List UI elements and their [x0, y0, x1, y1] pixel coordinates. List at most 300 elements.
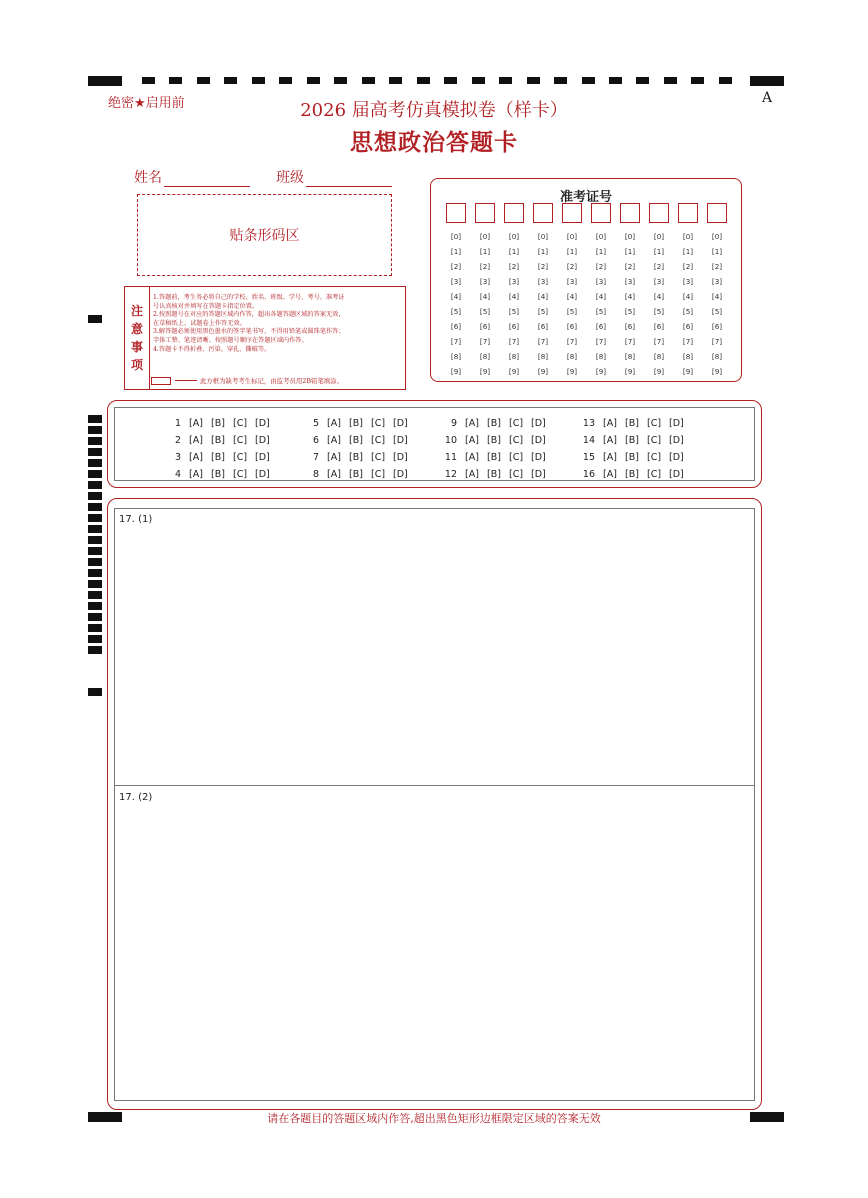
- name-underline: [164, 172, 250, 187]
- side-mark-notes: [88, 315, 102, 323]
- exam-id-bubble[interactable]: [0]: [653, 232, 665, 241]
- exam-id-write-box[interactable]: [649, 203, 669, 223]
- choice-bubble[interactable]: [C]: [233, 435, 248, 446]
- multiple-choice-section: [107, 400, 762, 488]
- notes-line: 号认真核对并填写在答题卡指定位置。: [153, 302, 259, 310]
- corner-mark-top-right: [750, 76, 784, 86]
- question-number: 16: [582, 469, 595, 480]
- exam-id-bubble[interactable]: [2]: [537, 262, 549, 271]
- barcode-label: 贴条形码区: [229, 228, 300, 244]
- exam-id-column: [648, 203, 670, 379]
- timing-dash: [527, 77, 540, 84]
- choice-bubble[interactable]: [C]: [371, 418, 386, 429]
- exam-id-bubble[interactable]: [5]: [653, 307, 665, 316]
- choice-row: [163, 449, 277, 466]
- timing-mark: [88, 525, 102, 533]
- exam-id-digits: [445, 203, 728, 379]
- timing-mark: [88, 415, 102, 423]
- notes-box: [124, 286, 406, 390]
- timing-mark: [88, 492, 102, 500]
- exam-id-bubble[interactable]: [8]: [479, 352, 491, 361]
- notes-title-char: 项: [130, 358, 143, 372]
- exam-id-bubble[interactable]: [2]: [479, 262, 491, 271]
- question-number: 10: [444, 435, 457, 446]
- notes-body: [153, 294, 403, 354]
- exam-id-bubble[interactable]: [6]: [711, 322, 723, 331]
- exam-id-bubble[interactable]: [2]: [682, 262, 694, 271]
- exam-id-bubble[interactable]: [4]: [624, 292, 636, 301]
- choice-row: [163, 466, 277, 483]
- exam-id-write-box[interactable]: [475, 203, 495, 223]
- choice-bubble[interactable]: [A]: [189, 435, 203, 446]
- timing-dash: [334, 77, 347, 84]
- notes-title-char: 注: [130, 304, 143, 318]
- exam-id-bubble[interactable]: [0]: [566, 232, 578, 241]
- choice-bubble[interactable]: [D]: [255, 418, 270, 429]
- choice-bubble[interactable]: [D]: [393, 435, 408, 446]
- exam-id-bubble[interactable]: [5]: [624, 307, 636, 316]
- exam-id-bubble[interactable]: [4]: [682, 292, 694, 301]
- notes-title-char: 意: [130, 322, 143, 336]
- choice-bubble[interactable]: [D]: [669, 452, 684, 463]
- timing-mark: [88, 591, 102, 599]
- choice-bubble[interactable]: [B]: [211, 418, 225, 429]
- exam-id-bubble[interactable]: [0]: [450, 232, 462, 241]
- choice-row: [577, 432, 691, 449]
- notes-line: 3.解答题必须使用黑色墨水的签字笔书写，不得用铅笔或圆珠笔作答；: [153, 328, 345, 336]
- answer-area-17-2[interactable]: [115, 786, 754, 1100]
- choice-group: [163, 415, 277, 483]
- exam-id-bubble[interactable]: [6]: [566, 322, 578, 331]
- timing-mark: [88, 558, 102, 566]
- exam-id-bubble[interactable]: [5]: [450, 307, 462, 316]
- absent-mark-text: 此方框为缺考考生标记，由监考员用2B铅笔填涂。: [200, 377, 343, 385]
- choice-bubble[interactable]: [B]: [487, 435, 501, 446]
- choice-bubble[interactable]: [B]: [349, 469, 363, 480]
- question-number: 1: [174, 418, 181, 429]
- question-number: 3: [174, 452, 181, 463]
- choice-row: [301, 466, 415, 483]
- exam-id-bubble[interactable]: [2]: [566, 262, 578, 271]
- choice-bubble[interactable]: [A]: [189, 469, 203, 480]
- timing-mark: [88, 547, 102, 555]
- exam-id-bubble[interactable]: [8]: [537, 352, 549, 361]
- exam-id-bubble[interactable]: [7]: [624, 337, 636, 346]
- choice-bubble[interactable]: [A]: [603, 469, 617, 480]
- exam-id-bubble[interactable]: [6]: [508, 322, 520, 331]
- exam-id-bubble[interactable]: [2]: [711, 262, 723, 271]
- exam-id-bubble[interactable]: [7]: [508, 337, 520, 346]
- left-timing-marks: [88, 415, 102, 657]
- footer-warning: 请在各题目的答题区域内作答,超出黑色矩形边框限定区域的答案无效: [267, 1112, 601, 1125]
- timing-mark: [88, 613, 102, 621]
- timing-mark: [88, 646, 102, 654]
- question-number: 6: [312, 435, 319, 446]
- exam-id-bubble[interactable]: [6]: [682, 322, 694, 331]
- choice-bubble[interactable]: [D]: [669, 435, 684, 446]
- choice-bubble[interactable]: [A]: [189, 452, 203, 463]
- choice-bubble[interactable]: [C]: [371, 469, 386, 480]
- exam-id-bubble[interactable]: [9]: [508, 367, 520, 376]
- timing-dash: [719, 77, 732, 84]
- choice-row: [301, 415, 415, 432]
- choice-bubble[interactable]: [A]: [327, 435, 341, 446]
- timing-mark: [88, 602, 102, 610]
- exam-id-bubble[interactable]: [6]: [537, 322, 549, 331]
- choice-bubble[interactable]: [A]: [465, 435, 479, 446]
- choice-bubble[interactable]: [D]: [531, 418, 546, 429]
- choice-bubble[interactable]: [B]: [625, 452, 639, 463]
- subject-title: 思想政治答题卡: [350, 130, 518, 156]
- notes-line: 在草稿纸上、试题卷上作答无效。: [153, 319, 246, 327]
- absent-mark-row: [151, 376, 403, 385]
- question-17-2-label: 17. (2): [119, 792, 153, 803]
- exam-id-column: [561, 203, 583, 379]
- exam-id-bubble[interactable]: [8]: [653, 352, 665, 361]
- exam-id-bubble[interactable]: [0]: [624, 232, 636, 241]
- exam-id-bubble[interactable]: [2]: [653, 262, 665, 271]
- timing-dash: [252, 77, 265, 84]
- exam-id-bubble[interactable]: [9]: [682, 367, 694, 376]
- exam-id-bubble[interactable]: [4]: [537, 292, 549, 301]
- exam-id-bubble[interactable]: [9]: [479, 367, 491, 376]
- exam-id-bubble[interactable]: [2]: [450, 262, 462, 271]
- choice-bubble[interactable]: [C]: [371, 435, 386, 446]
- exam-id-bubble[interactable]: [9]: [537, 367, 549, 376]
- exam-id-bubble[interactable]: [2]: [624, 262, 636, 271]
- choice-bubble[interactable]: [B]: [487, 469, 501, 480]
- question-number: 7: [312, 452, 319, 463]
- exam-id-write-box[interactable]: [591, 203, 611, 223]
- class-field[interactable]: [276, 167, 392, 187]
- exam-id-bubble[interactable]: [3]: [479, 277, 491, 286]
- exam-id-bubble[interactable]: [7]: [566, 337, 578, 346]
- choice-bubble[interactable]: [D]: [255, 452, 270, 463]
- paper-type: A: [762, 90, 773, 106]
- timing-mark: [88, 426, 102, 434]
- choice-group: [301, 415, 415, 483]
- exam-id-bubble[interactable]: [6]: [624, 322, 636, 331]
- choice-group: [439, 415, 553, 483]
- choice-bubble[interactable]: [B]: [349, 435, 363, 446]
- exam-id-bubble[interactable]: [9]: [711, 367, 723, 376]
- exam-id-write-box[interactable]: [533, 203, 553, 223]
- timing-mark: [88, 437, 102, 445]
- exam-id-bubble[interactable]: [3]: [566, 277, 578, 286]
- choice-bubble[interactable]: [B]: [625, 418, 639, 429]
- exam-id-bubble[interactable]: [2]: [595, 262, 607, 271]
- barcode-area: [137, 194, 392, 276]
- choice-bubble[interactable]: [C]: [647, 435, 662, 446]
- exam-id-bubble[interactable]: [0]: [508, 232, 520, 241]
- exam-id-bubble[interactable]: [7]: [537, 337, 549, 346]
- exam-id-bubble[interactable]: [5]: [566, 307, 578, 316]
- timing-dash: [417, 77, 430, 84]
- exam-id-bubble[interactable]: [9]: [595, 367, 607, 376]
- choice-bubble[interactable]: [D]: [531, 435, 546, 446]
- exam-id-write-box[interactable]: [504, 203, 524, 223]
- question-number: 4: [174, 469, 181, 480]
- exam-id-bubble[interactable]: [3]: [595, 277, 607, 286]
- exam-id-bubble[interactable]: [1]: [624, 247, 636, 256]
- choice-bubble[interactable]: [B]: [349, 418, 363, 429]
- exam-id-bubble[interactable]: [5]: [537, 307, 549, 316]
- name-field[interactable]: [134, 167, 250, 187]
- choice-bubble[interactable]: [D]: [531, 452, 546, 463]
- top-timing-marks: [142, 77, 732, 84]
- exam-id-write-box[interactable]: [707, 203, 727, 223]
- exam-id-bubble[interactable]: [6]: [450, 322, 462, 331]
- exam-id-bubble[interactable]: [8]: [508, 352, 520, 361]
- choice-bubble[interactable]: [C]: [647, 418, 662, 429]
- choice-bubble[interactable]: [B]: [349, 452, 363, 463]
- exam-id-bubble[interactable]: [4]: [450, 292, 462, 301]
- timing-mark: [88, 459, 102, 467]
- answer-frame: [114, 508, 755, 1101]
- choice-bubble[interactable]: [B]: [211, 435, 225, 446]
- exam-id-column: [532, 203, 554, 379]
- choice-bubble[interactable]: [D]: [531, 469, 546, 480]
- timing-mark: [88, 569, 102, 577]
- choice-bubble[interactable]: [B]: [487, 418, 501, 429]
- question-number: 2: [174, 435, 181, 446]
- question-number: 5: [312, 418, 319, 429]
- exam-id-bubble[interactable]: [1]: [450, 247, 462, 256]
- choice-row: [439, 449, 553, 466]
- exam-id-bubble[interactable]: [3]: [653, 277, 665, 286]
- exam-id-bubble[interactable]: [0]: [479, 232, 491, 241]
- choice-bubble[interactable]: [B]: [625, 435, 639, 446]
- exam-id-bubble[interactable]: [9]: [653, 367, 665, 376]
- exam-id-title: 准考证号: [559, 190, 612, 205]
- exam-id-bubble[interactable]: [9]: [624, 367, 636, 376]
- exam-id-bubble[interactable]: [5]: [711, 307, 723, 316]
- exam-id-bubble[interactable]: [3]: [711, 277, 723, 286]
- choice-row: [439, 466, 553, 483]
- exam-id-bubble[interactable]: [4]: [479, 292, 491, 301]
- timing-dash: [499, 77, 512, 84]
- choice-bubble[interactable]: [C]: [509, 452, 524, 463]
- exam-id-column: [474, 203, 496, 379]
- timing-dash: [554, 77, 567, 84]
- choice-bubble[interactable]: [D]: [393, 418, 408, 429]
- choice-bubble[interactable]: [D]: [255, 435, 270, 446]
- choice-bubble[interactable]: [A]: [327, 452, 341, 463]
- choice-row: [301, 432, 415, 449]
- choice-bubble[interactable]: [A]: [327, 469, 341, 480]
- choice-bubble[interactable]: [A]: [465, 469, 479, 480]
- exam-id-bubble[interactable]: [1]: [711, 247, 723, 256]
- exam-id-bubble[interactable]: [3]: [450, 277, 462, 286]
- exam-id-bubble[interactable]: [9]: [450, 367, 462, 376]
- corner-mark-top-left: [88, 76, 122, 86]
- timing-mark: [88, 635, 102, 643]
- exam-id-bubble[interactable]: [7]: [595, 337, 607, 346]
- timing-mark: [88, 536, 102, 544]
- timing-dash: [609, 77, 622, 84]
- exam-id-bubble[interactable]: [8]: [450, 352, 462, 361]
- exam-id-bubble[interactable]: [5]: [595, 307, 607, 316]
- choice-row: [577, 466, 691, 483]
- timing-dash: [362, 77, 375, 84]
- timing-dash: [691, 77, 704, 84]
- exam-id-column: [445, 203, 467, 379]
- timing-dash: [307, 77, 320, 84]
- timing-mark: [88, 514, 102, 522]
- exam-id-bubble[interactable]: [2]: [508, 262, 520, 271]
- exam-id-bubble[interactable]: [9]: [566, 367, 578, 376]
- exam-id-bubble[interactable]: [8]: [624, 352, 636, 361]
- exam-id-bubble[interactable]: [6]: [595, 322, 607, 331]
- choice-bubble[interactable]: [A]: [465, 452, 479, 463]
- exam-id-bubble[interactable]: [3]: [537, 277, 549, 286]
- choice-bubble[interactable]: [C]: [647, 452, 662, 463]
- exam-id-bubble[interactable]: [0]: [682, 232, 694, 241]
- choice-bubble[interactable]: [D]: [255, 469, 270, 480]
- exam-id-bubble[interactable]: [8]: [566, 352, 578, 361]
- exam-id-bubble[interactable]: [4]: [653, 292, 665, 301]
- exam-id-column: [590, 203, 612, 379]
- exam-id-bubble[interactable]: [0]: [711, 232, 723, 241]
- choice-row: [301, 449, 415, 466]
- choice-bubble[interactable]: [C]: [233, 452, 248, 463]
- exam-id-bubble[interactable]: [4]: [711, 292, 723, 301]
- choice-bubble[interactable]: [C]: [647, 469, 662, 480]
- exam-id-bubble[interactable]: [7]: [653, 337, 665, 346]
- choice-bubble[interactable]: [D]: [393, 452, 408, 463]
- exam-id-bubble[interactable]: [4]: [508, 292, 520, 301]
- exam-id-box: [430, 178, 742, 382]
- timing-dash: [197, 77, 210, 84]
- exam-id-bubble[interactable]: [1]: [508, 247, 520, 256]
- question-number: 8: [312, 469, 319, 480]
- question-number: 12: [444, 469, 457, 480]
- exam-id-bubble[interactable]: [4]: [595, 292, 607, 301]
- notes-title: [125, 287, 150, 389]
- choice-bubble[interactable]: [A]: [465, 418, 479, 429]
- timing-mark: [88, 624, 102, 632]
- exam-id-bubble[interactable]: [0]: [537, 232, 549, 241]
- exam-id-bubble[interactable]: [1]: [537, 247, 549, 256]
- timing-dash: [279, 77, 292, 84]
- exam-id-bubble[interactable]: [1]: [595, 247, 607, 256]
- exam-id-bubble[interactable]: [8]: [711, 352, 723, 361]
- timing-mark: [88, 448, 102, 456]
- exam-id-bubble[interactable]: [1]: [653, 247, 665, 256]
- timing-dash: [582, 77, 595, 84]
- timing-dash: [472, 77, 485, 84]
- choice-bubble[interactable]: [B]: [211, 452, 225, 463]
- exam-id-write-box[interactable]: [620, 203, 640, 223]
- exam-id-write-box[interactable]: [562, 203, 582, 223]
- question-number: 13: [582, 418, 595, 429]
- exam-id-write-box[interactable]: [446, 203, 466, 223]
- choice-bubble[interactable]: [C]: [233, 418, 248, 429]
- choice-bubble[interactable]: [C]: [509, 435, 524, 446]
- exam-id-bubble[interactable]: [4]: [566, 292, 578, 301]
- choice-row: [439, 432, 553, 449]
- choice-bubble[interactable]: [A]: [603, 418, 617, 429]
- exam-id-bubble[interactable]: [7]: [711, 337, 723, 346]
- exam-id-bubble[interactable]: [7]: [450, 337, 462, 346]
- exam-id-bubble[interactable]: [8]: [595, 352, 607, 361]
- notes-title-char: 事: [130, 340, 143, 354]
- exam-id-bubble[interactable]: [1]: [682, 247, 694, 256]
- exam-id-column: [503, 203, 525, 379]
- choice-group: [577, 415, 691, 483]
- choice-bubble[interactable]: [C]: [371, 452, 386, 463]
- choice-bubble[interactable]: [C]: [509, 469, 524, 480]
- absent-mark-box[interactable]: [151, 377, 171, 385]
- timing-dash: [389, 77, 402, 84]
- choice-row: [577, 449, 691, 466]
- answer-area-17-1[interactable]: [115, 509, 754, 785]
- exam-id-bubble[interactable]: [5]: [508, 307, 520, 316]
- exam-id-bubble[interactable]: [1]: [479, 247, 491, 256]
- name-label: 姓名: [134, 170, 162, 186]
- exam-id-bubble[interactable]: [1]: [566, 247, 578, 256]
- choice-bubble[interactable]: [B]: [625, 469, 639, 480]
- multiple-choice-frame: [114, 407, 755, 481]
- choice-bubble[interactable]: [A]: [327, 418, 341, 429]
- choice-bubble[interactable]: [B]: [487, 452, 501, 463]
- exam-id-column: [706, 203, 728, 379]
- timing-mark: [88, 481, 102, 489]
- choice-row: [163, 415, 277, 432]
- class-underline: [306, 172, 392, 187]
- choice-bubble[interactable]: [D]: [669, 418, 684, 429]
- side-mark-answer: [88, 688, 102, 696]
- timing-dash: [664, 77, 677, 84]
- exam-id-bubble[interactable]: [8]: [682, 352, 694, 361]
- choice-row: [439, 415, 553, 432]
- class-label: 班级: [276, 170, 304, 186]
- question-number: 9: [450, 418, 457, 429]
- exam-id-bubble[interactable]: [3]: [624, 277, 636, 286]
- choice-bubble[interactable]: [A]: [603, 435, 617, 446]
- question-number: 11: [444, 452, 457, 463]
- exam-id-bubble[interactable]: [7]: [682, 337, 694, 346]
- exam-id-write-box[interactable]: [678, 203, 698, 223]
- timing-mark: [88, 503, 102, 511]
- notes-line: 1.答题前，考生务必将自己的学校、姓名、班级、学号、考号、准考证: [153, 294, 345, 301]
- timing-dash: [444, 77, 457, 84]
- answer-section: [107, 498, 762, 1110]
- timing-mark: [88, 580, 102, 588]
- question-number: 15: [582, 452, 595, 463]
- exam-id-bubble[interactable]: [5]: [479, 307, 491, 316]
- choice-bubble[interactable]: [D]: [393, 469, 408, 480]
- question-number: 14: [582, 435, 595, 446]
- exam-id-bubble[interactable]: [7]: [479, 337, 491, 346]
- exam-id-bubble[interactable]: [6]: [479, 322, 491, 331]
- timing-dash: [636, 77, 649, 84]
- timing-dash: [224, 77, 237, 84]
- choice-bubble[interactable]: [A]: [189, 418, 203, 429]
- choice-bubble[interactable]: [A]: [603, 452, 617, 463]
- choice-row: [577, 415, 691, 432]
- exam-id-bubble[interactable]: [0]: [595, 232, 607, 241]
- choice-bubble[interactable]: [B]: [211, 469, 225, 480]
- choice-bubble[interactable]: [D]: [669, 469, 684, 480]
- exam-id-bubble[interactable]: [5]: [682, 307, 694, 316]
- choice-bubble[interactable]: [C]: [233, 469, 248, 480]
- timing-mark: [88, 470, 102, 478]
- exam-id-bubble[interactable]: [6]: [653, 322, 665, 331]
- exam-id-bubble[interactable]: [3]: [682, 277, 694, 286]
- exam-id-bubble[interactable]: [3]: [508, 277, 520, 286]
- choice-bubble[interactable]: [C]: [509, 418, 524, 429]
